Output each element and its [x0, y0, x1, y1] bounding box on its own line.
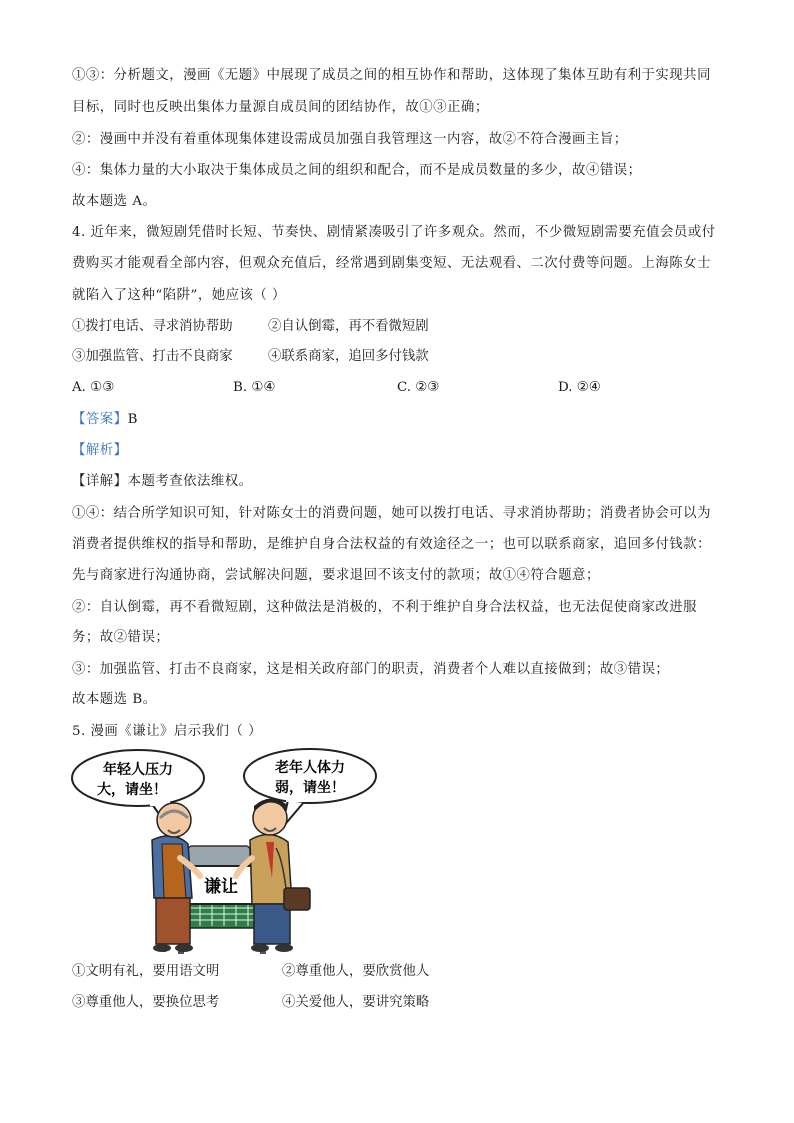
explain-line: ③：加强监管、打击不良商家，这是相关政府部门的职责，消费者个人难以直接做到；故③错误；: [72, 662, 670, 677]
question-4-stem: 4. 近年来，微短剧凭借时长短、节奏快、剧情紧凑吸引了许多观众。然而，不少微短剧需要充值会员或付: [72, 225, 716, 240]
intro-line: ②：漫画中并没有着重体现集体建设需成员加强自我管理这一内容，故②不符合漫画主旨；: [72, 132, 628, 147]
left-bubble-line: 大，请坐！: [97, 782, 167, 798]
explain-line: 务；故②错误；: [72, 630, 170, 645]
question-5-stem: 5. 漫画《谦让》启示我们（ ）: [72, 724, 262, 739]
detail-tag: 【详解】: [72, 474, 128, 489]
explain-line: 故本题选 B。: [72, 692, 157, 707]
explain-line: ①④：结合所学知识可知，针对陈女士的消费问题，她可以拨打电话、寻求消协帮助；消费者协会可以为: [72, 506, 711, 521]
question-4-stem: 就陷入了这种“陷阱”，她应该（ ）: [72, 288, 286, 303]
choice-b: B. ①④: [233, 380, 276, 395]
left-bubble-line: 年轻人压力: [103, 762, 173, 778]
intro-line: ①③：分析题文，漫画《无题》中展现了成员之间的相互协作和帮助，这体现了集体互助有利于实现共同: [72, 68, 711, 83]
explain-line: 消费者提供维权的指导和帮助，是维护自身合法权益的有效途径之一；也可以联系商家，追回多付钱款：: [72, 537, 711, 552]
q4-item-3: ③加强监管、打击不良商家: [72, 349, 233, 364]
answer-value: B: [127, 412, 138, 427]
q5-item-1: ①文明有礼，要用语文明: [72, 964, 220, 979]
courtesy-cartoon: [70, 748, 380, 956]
explain-line: 先与商家进行沟通协商，尝试解决问题，要求退回不该支付的款项；故①④符合题意；: [72, 568, 600, 583]
question-4-stem: 费购买才能观看全部内容，但观众充值后，经常遇到剧集变短、无法观看、二次付费等问题。上海陈女士: [72, 256, 711, 271]
intro-line: ④：集体力量的大小取决于集体成员之间的组织和配合，而不是成员数量的多少，故④错误；: [72, 163, 642, 178]
detail-line: [72, 472, 253, 492]
choice-a: A. ①③: [72, 380, 115, 395]
answer-tag: 【答案】: [72, 412, 128, 427]
analysis-line: [72, 441, 128, 461]
bench-sign: 谦让: [204, 877, 238, 897]
q4-item-2: ②自认倒霉，再不看微短剧: [268, 319, 429, 334]
q4-item-4: ④联系商家，追回多付钱款: [268, 349, 429, 364]
detail-text: 本题考查依法维权。: [127, 474, 253, 489]
right-bubble-line: 老年人体力: [275, 760, 345, 776]
q5-item-2: ②尊重他人，要欣赏他人: [282, 964, 430, 979]
choice-c: C. ②③: [397, 380, 440, 395]
q4-item-1: ①拨打电话、寻求消协帮助: [72, 319, 233, 334]
intro-line: 故本题选 A。: [72, 194, 157, 209]
answer-line: [72, 410, 138, 430]
intro-line: 目标，同时也反映出集体力量源自成员间的团结协作，故①③正确；: [72, 100, 489, 115]
analysis-tag: 【解析】: [72, 443, 128, 458]
q5-item-3: ③尊重他人，要换位思考: [72, 995, 220, 1010]
choice-d: D. ②④: [558, 380, 601, 395]
explain-line: ②：自认倒霉，再不看微短剧，这种做法是消极的，不利于维护自身合法权益，也无法促使商家改进服: [72, 600, 698, 615]
q5-item-4: ④关爱他人，要讲究策略: [282, 995, 430, 1010]
right-bubble-line: 弱，请坐！: [275, 780, 345, 796]
